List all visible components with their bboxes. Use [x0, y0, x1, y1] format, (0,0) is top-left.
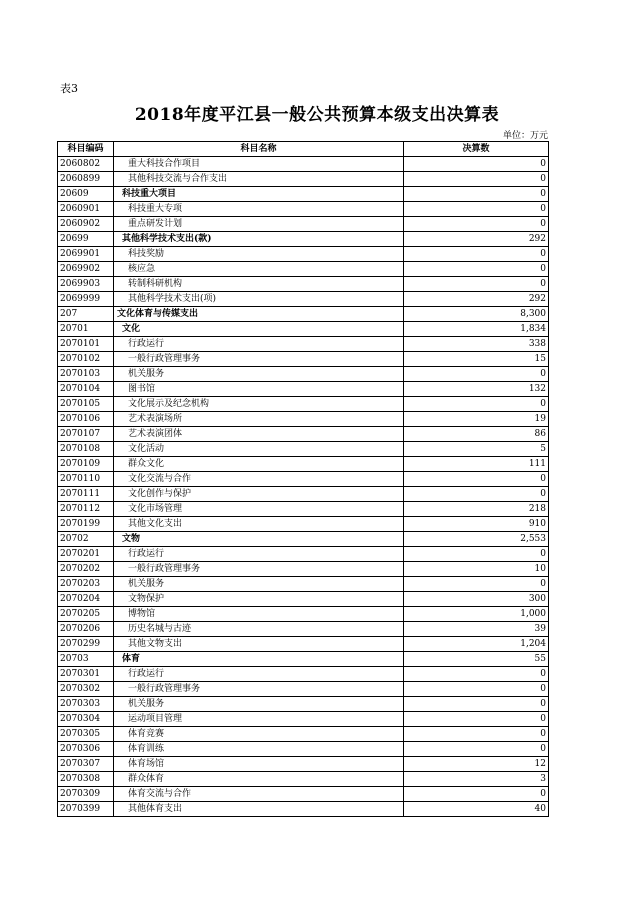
table-row [58, 172, 549, 187]
cell-name: 文物保护 [114, 592, 404, 607]
cell-name: 体育 [114, 652, 404, 667]
cell-code: 2070306 [58, 742, 114, 757]
cell-code: 2070103 [58, 367, 114, 382]
header-row [58, 142, 549, 157]
cell-code: 2070305 [58, 727, 114, 742]
cell-amount: 19 [404, 412, 549, 427]
cell-amount: 0 [404, 667, 549, 682]
table-row [58, 712, 549, 727]
cell-code: 2060899 [58, 172, 114, 187]
cell-amount: 40 [404, 802, 549, 817]
cell-code: 2070309 [58, 787, 114, 802]
cell-code: 2060901 [58, 202, 114, 217]
cell-name: 其他科学技术支出(款) [114, 232, 404, 247]
table-row [58, 457, 549, 472]
cell-name: 体育场馆 [114, 757, 404, 772]
cell-name: 一般行政管理事务 [114, 682, 404, 697]
table-row [58, 562, 549, 577]
unit-label: 单位：万元 [502, 131, 548, 141]
cell-amount: 0 [404, 727, 549, 742]
cell-amount: 0 [404, 247, 549, 262]
cell-amount: 0 [404, 157, 549, 172]
cell-name: 体育竞赛 [114, 727, 404, 742]
cell-amount: 0 [404, 787, 549, 802]
cell-code: 2070303 [58, 697, 114, 712]
cell-amount: 0 [404, 487, 549, 502]
cell-name: 文化创作与保护 [114, 487, 404, 502]
table-row [58, 652, 549, 667]
cell-name: 核应急 [114, 262, 404, 277]
cell-amount: 0 [404, 712, 549, 727]
cell-code: 2070202 [58, 562, 114, 577]
table-row [58, 322, 549, 337]
cell-code: 2070307 [58, 757, 114, 772]
table-row [58, 592, 549, 607]
cell-code: 2070205 [58, 607, 114, 622]
cell-name: 科技重大专项 [114, 202, 404, 217]
cell-amount: 0 [404, 397, 549, 412]
cell-amount: 2,553 [404, 532, 549, 547]
table-row [58, 637, 549, 652]
table-number: 表3 [60, 82, 78, 95]
cell-name: 文化活动 [114, 442, 404, 457]
table-row [58, 622, 549, 637]
cell-amount: 300 [404, 592, 549, 607]
cell-amount: 0 [404, 202, 549, 217]
table-row [58, 667, 549, 682]
table-row [58, 727, 549, 742]
cell-code: 2060802 [58, 157, 114, 172]
cell-name: 博物馆 [114, 607, 404, 622]
cell-amount: 3 [404, 772, 549, 787]
cell-name: 行政运行 [114, 667, 404, 682]
table-row [58, 442, 549, 457]
cell-name: 体育交流与合作 [114, 787, 404, 802]
cell-code: 2070110 [58, 472, 114, 487]
cell-code: 2070308 [58, 772, 114, 787]
table-row [58, 337, 549, 352]
table-row [58, 532, 549, 547]
cell-name: 文化 [114, 322, 404, 337]
cell-name: 其他文物支出 [114, 637, 404, 652]
cell-amount: 8,300 [404, 307, 549, 322]
cell-name: 体育训练 [114, 742, 404, 757]
cell-code: 2070206 [58, 622, 114, 637]
page-title: 2018年度平江县一般公共预算本级支出决算表 [134, 105, 500, 125]
table-row [58, 292, 549, 307]
cell-name: 机关服务 [114, 697, 404, 712]
cell-code: 207 [58, 307, 114, 322]
cell-name: 历史名城与古迹 [114, 622, 404, 637]
cell-name: 文化展示及纪念机构 [114, 397, 404, 412]
cell-name: 文化交流与合作 [114, 472, 404, 487]
table-row [58, 247, 549, 262]
cell-amount: 1,000 [404, 607, 549, 622]
cell-amount: 0 [404, 682, 549, 697]
table-row [58, 397, 549, 412]
cell-code: 2070301 [58, 667, 114, 682]
cell-amount: 0 [404, 472, 549, 487]
cell-code: 20609 [58, 187, 114, 202]
budget-table [57, 141, 549, 817]
cell-amount: 86 [404, 427, 549, 442]
table-row [58, 412, 549, 427]
cell-amount: 0 [404, 277, 549, 292]
cell-amount: 338 [404, 337, 549, 352]
table-row [58, 487, 549, 502]
cell-name: 一般行政管理事务 [114, 562, 404, 577]
cell-name: 图书馆 [114, 382, 404, 397]
cell-code: 2069903 [58, 277, 114, 292]
cell-code: 20703 [58, 652, 114, 667]
cell-name: 艺术表演场所 [114, 412, 404, 427]
table-row [58, 277, 549, 292]
table-row [58, 187, 549, 202]
cell-code: 20699 [58, 232, 114, 247]
table-row [58, 202, 549, 217]
cell-code: 2070102 [58, 352, 114, 367]
cell-amount: 0 [404, 172, 549, 187]
table-row [58, 757, 549, 772]
cell-amount: 5 [404, 442, 549, 457]
cell-amount: 12 [404, 757, 549, 772]
table-row [58, 232, 549, 247]
cell-amount: 39 [404, 622, 549, 637]
cell-code: 2070111 [58, 487, 114, 502]
table-row [58, 352, 549, 367]
table-row [58, 307, 549, 322]
cell-amount: 10 [404, 562, 549, 577]
cell-code: 2070299 [58, 637, 114, 652]
cell-amount: 0 [404, 742, 549, 757]
table-row [58, 367, 549, 382]
cell-code: 2070104 [58, 382, 114, 397]
cell-name: 文化体育与传媒支出 [114, 307, 404, 322]
cell-amount: 218 [404, 502, 549, 517]
cell-amount: 292 [404, 232, 549, 247]
table-row [58, 607, 549, 622]
cell-amount: 910 [404, 517, 549, 532]
table-row [58, 787, 549, 802]
cell-name: 一般行政管理事务 [114, 352, 404, 367]
cell-code: 2070203 [58, 577, 114, 592]
cell-name: 机关服务 [114, 577, 404, 592]
cell-name: 群众文化 [114, 457, 404, 472]
cell-code: 2070106 [58, 412, 114, 427]
cell-code: 2070302 [58, 682, 114, 697]
cell-name: 重点研发计划 [114, 217, 404, 232]
cell-code: 2070204 [58, 592, 114, 607]
cell-name: 机关服务 [114, 367, 404, 382]
cell-name: 其他文化支出 [114, 517, 404, 532]
cell-amount: 0 [404, 697, 549, 712]
cell-name: 群众体育 [114, 772, 404, 787]
cell-amount: 111 [404, 457, 549, 472]
table-row [58, 742, 549, 757]
table-row [58, 217, 549, 232]
table-row [58, 502, 549, 517]
cell-name: 运动项目管理 [114, 712, 404, 727]
cell-code: 20701 [58, 322, 114, 337]
cell-name: 行政运行 [114, 547, 404, 562]
column-header-code: 科目编码 [58, 142, 114, 157]
cell-amount: 0 [404, 217, 549, 232]
cell-amount: 1,834 [404, 322, 549, 337]
column-header-name: 科目名称 [114, 142, 404, 157]
cell-code: 20702 [58, 532, 114, 547]
table-row [58, 517, 549, 532]
cell-name: 转制科研机构 [114, 277, 404, 292]
cell-name: 行政运行 [114, 337, 404, 352]
cell-name: 文化市场管理 [114, 502, 404, 517]
cell-amount: 55 [404, 652, 549, 667]
cell-name: 科技重大项目 [114, 187, 404, 202]
cell-amount: 292 [404, 292, 549, 307]
cell-amount: 15 [404, 352, 549, 367]
cell-amount: 0 [404, 367, 549, 382]
cell-amount: 0 [404, 577, 549, 592]
cell-code: 2069902 [58, 262, 114, 277]
cell-name: 科技奖励 [114, 247, 404, 262]
cell-amount: 1,204 [404, 637, 549, 652]
cell-name: 重大科技合作项目 [114, 157, 404, 172]
cell-amount: 0 [404, 262, 549, 277]
cell-code: 2069999 [58, 292, 114, 307]
table-row [58, 682, 549, 697]
table-row [58, 577, 549, 592]
cell-name: 其他科学技术支出(项) [114, 292, 404, 307]
table-row [58, 472, 549, 487]
cell-code: 2070201 [58, 547, 114, 562]
table-row [58, 772, 549, 787]
cell-name: 文物 [114, 532, 404, 547]
cell-code: 2070399 [58, 802, 114, 817]
cell-code: 2070101 [58, 337, 114, 352]
table-row [58, 802, 549, 817]
cell-amount: 0 [404, 547, 549, 562]
cell-code: 2070107 [58, 427, 114, 442]
cell-code: 2070304 [58, 712, 114, 727]
cell-amount: 0 [404, 187, 549, 202]
column-header-amount: 决算数 [404, 142, 549, 157]
cell-name: 其他科技交流与合作支出 [114, 172, 404, 187]
table-row [58, 697, 549, 712]
table-body [58, 157, 549, 817]
cell-code: 2070199 [58, 517, 114, 532]
table-row [58, 427, 549, 442]
cell-name: 其他体育支出 [114, 802, 404, 817]
table-row [58, 157, 549, 172]
cell-code: 2060902 [58, 217, 114, 232]
cell-code: 2070109 [58, 457, 114, 472]
cell-name: 艺术表演团体 [114, 427, 404, 442]
table-row [58, 382, 549, 397]
cell-code: 2070112 [58, 502, 114, 517]
cell-code: 2070108 [58, 442, 114, 457]
table-row [58, 547, 549, 562]
cell-code: 2069901 [58, 247, 114, 262]
table-row [58, 262, 549, 277]
cell-code: 2070105 [58, 397, 114, 412]
cell-amount: 132 [404, 382, 549, 397]
